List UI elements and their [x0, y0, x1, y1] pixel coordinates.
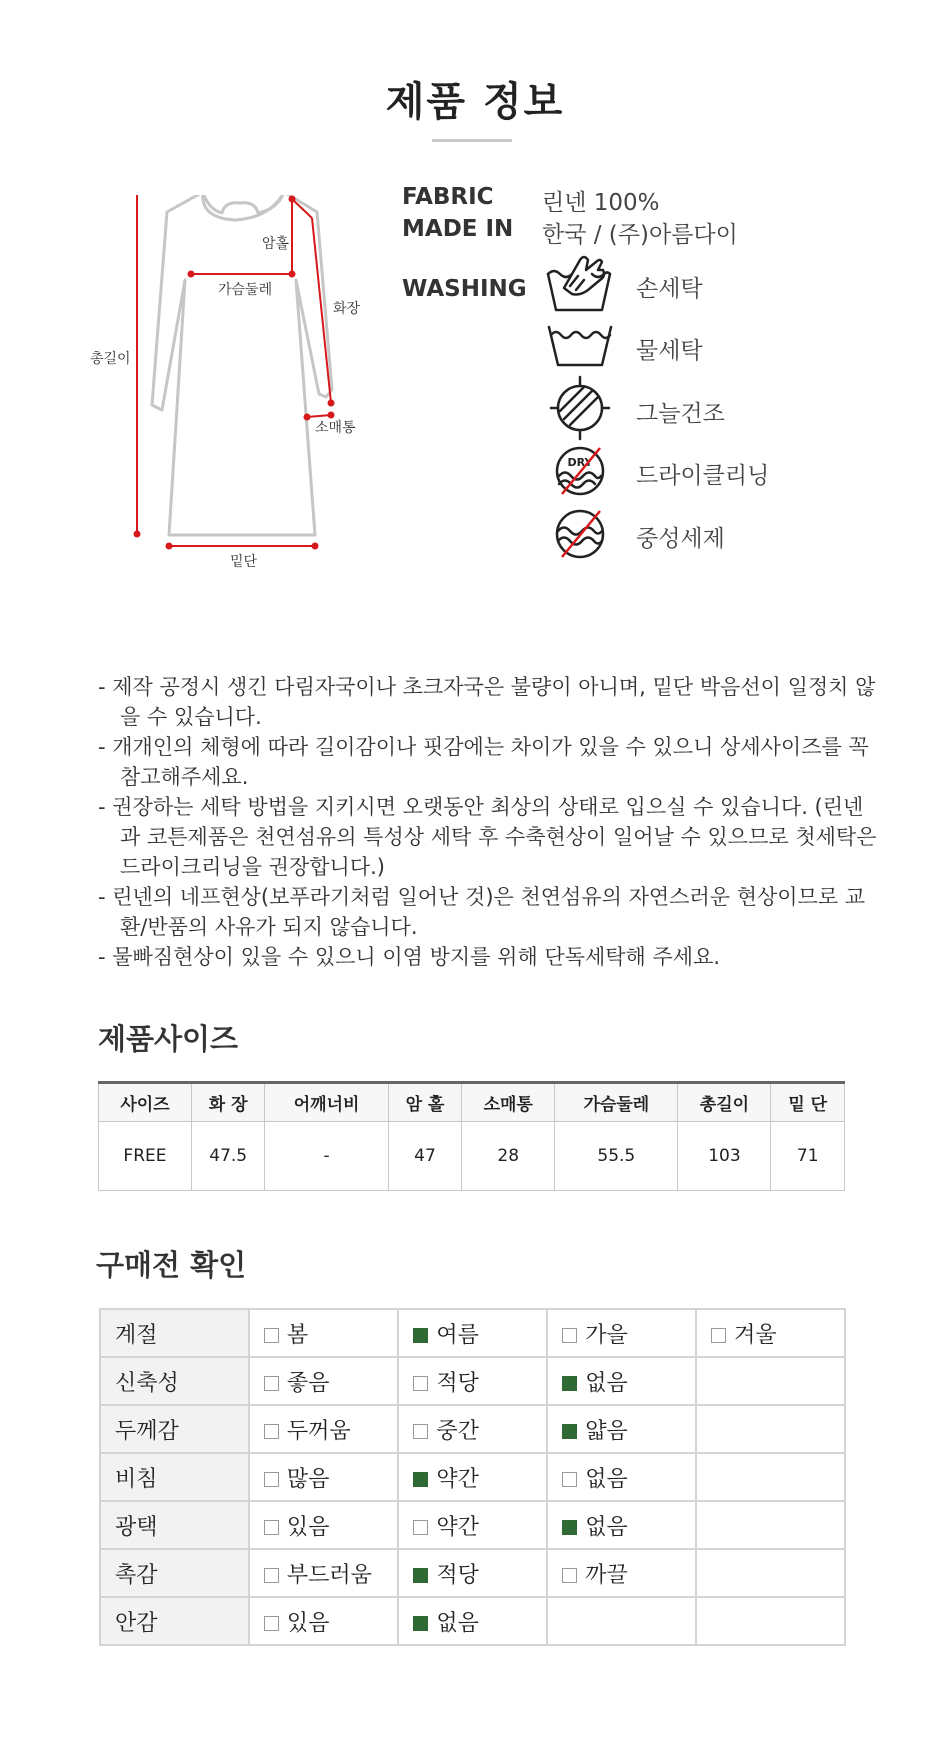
cuff-dot-right: [328, 412, 335, 419]
sleeve-label: 화장: [333, 301, 361, 317]
size-header-cell: 사이즈: [99, 1083, 192, 1122]
check-row: [100, 1309, 845, 1357]
page-title: 제품 정보: [385, 78, 565, 125]
made-in-label: MADE IN: [402, 216, 514, 242]
check-option: [398, 1453, 547, 1501]
checked-box-icon: [562, 1520, 577, 1535]
checked-box-icon: [413, 1328, 428, 1343]
check-row-label: 두께감: [100, 1405, 249, 1453]
check-option: [547, 1405, 696, 1453]
check-option-label: 적당: [436, 1562, 479, 1588]
check-option-label: 있음: [286, 1514, 330, 1540]
fabric-value: 린넨 100%: [542, 190, 660, 216]
water-wash-label: 물세탁: [636, 338, 703, 364]
size-cell: 103: [678, 1122, 771, 1191]
check-option-label: 얇음: [585, 1418, 628, 1444]
hem-dot-left: [166, 543, 173, 550]
check-row: [100, 1597, 845, 1645]
check-option-label: 가을: [585, 1322, 628, 1348]
empty-cell: [696, 1501, 845, 1549]
cuff-line: [307, 415, 331, 417]
cuff-label: 소매통: [315, 420, 356, 436]
size-header-cell: 어깨너비: [265, 1083, 388, 1122]
size-header-cell: 소매통: [462, 1083, 555, 1122]
unchecked-box-icon: [413, 1520, 428, 1535]
check-option-label: 두꺼움: [286, 1418, 351, 1444]
check-option: [249, 1501, 399, 1549]
check-row-label: 비침: [100, 1453, 249, 1501]
fabric-label: FABRIC: [402, 184, 494, 210]
checked-box-icon: [562, 1376, 577, 1391]
check-option: [547, 1309, 696, 1357]
check-option-label: 까끌: [585, 1562, 628, 1588]
check-option-label: 봄: [286, 1322, 309, 1348]
no-neutral-detergent-icon: [540, 501, 620, 567]
size-cell: 71: [771, 1122, 845, 1191]
size-table-header-row: [99, 1083, 845, 1122]
unchecked-box-icon: [562, 1568, 577, 1583]
chest-dot-left: [188, 271, 195, 278]
title-divider: [432, 139, 512, 142]
check-option-label: 없음: [436, 1610, 479, 1636]
check-option: [398, 1597, 547, 1645]
size-cell: FREE: [99, 1122, 192, 1191]
check-option: [547, 1549, 696, 1597]
hand-wash-icon: [540, 250, 620, 316]
total-length-label: 총길이: [90, 351, 131, 367]
unchecked-box-icon: [264, 1520, 279, 1535]
checked-box-icon: [562, 1424, 577, 1439]
empty-cell: [696, 1549, 845, 1597]
total-length-dot-bottom: [134, 531, 141, 538]
check-option: [398, 1405, 547, 1453]
check-option: [398, 1549, 547, 1597]
checked-box-icon: [413, 1616, 428, 1631]
check-option: [249, 1597, 399, 1645]
check-row-label: 광택: [100, 1501, 249, 1549]
size-header-cell: 가슴둘레: [555, 1083, 678, 1122]
check-option-label: 약간: [436, 1514, 479, 1540]
unchecked-box-icon: [264, 1328, 279, 1343]
notice-item: - 물빠짐현상이 있을 수 있으니 이염 방지를 위해 단독세탁해 주세요.: [98, 945, 721, 969]
size-table-row: [99, 1122, 845, 1191]
neutral-detergent-label: 중성세제: [636, 526, 725, 552]
unchecked-box-icon: [264, 1472, 279, 1487]
check-option: [398, 1357, 547, 1405]
unchecked-box-icon: [413, 1376, 428, 1391]
check-option: [696, 1309, 845, 1357]
check-option-label: 없음: [585, 1370, 628, 1396]
dry-clean-label: 드라이클리닝: [636, 463, 770, 489]
dry-text: DRY: [567, 456, 593, 469]
notice-item: - 제작 공정시 생긴 다림자국이나 초크자국은 불량이 아니며, 밑단 박음선이 일정치 않을 수 있습니다.: [98, 675, 876, 729]
check-option-label: 약간: [436, 1466, 479, 1492]
check-option: [249, 1357, 399, 1405]
check-option: [398, 1309, 547, 1357]
check-row: [100, 1501, 845, 1549]
size-cell: 47: [388, 1122, 462, 1191]
check-row: [100, 1453, 845, 1501]
size-cell: -: [265, 1122, 388, 1191]
size-header-cell: 총길이: [678, 1083, 771, 1122]
notice-item: - 린넨의 네프현상(보푸라기처럼 일어난 것)은 천연섬유의 자연스러운 현상이므로 교환/반품의 사유가 되지 않습니다.: [98, 885, 866, 939]
empty-cell: [696, 1405, 845, 1453]
check-row-label: 촉감: [100, 1549, 249, 1597]
washing-label: WASHING: [402, 276, 527, 302]
check-option: [249, 1405, 399, 1453]
unchecked-box-icon: [264, 1568, 279, 1583]
shade-dry-icon: [540, 375, 620, 441]
chest-label: 가슴둘레: [218, 282, 273, 298]
notice-list: [98, 672, 878, 972]
unchecked-box-icon: [711, 1328, 726, 1343]
check-section-title: 구매전 확인: [96, 1248, 247, 1282]
empty-cell: [696, 1597, 845, 1645]
check-option: [547, 1453, 696, 1501]
check-option-label: 여름: [436, 1322, 479, 1348]
check-row: [100, 1549, 845, 1597]
check-option: [398, 1501, 547, 1549]
unchecked-box-icon: [562, 1472, 577, 1487]
size-header-cell: 밑 단: [771, 1083, 845, 1122]
check-table: [99, 1308, 846, 1646]
check-option-label: 중간: [436, 1418, 479, 1444]
check-option: [249, 1309, 399, 1357]
check-row-label: 안감: [100, 1597, 249, 1645]
size-cell: 47.5: [191, 1122, 265, 1191]
check-option-label: 좋음: [286, 1370, 330, 1396]
armhole-label: 암홀: [262, 236, 290, 252]
empty-cell: [696, 1453, 845, 1501]
check-option-label: 없음: [585, 1514, 628, 1540]
check-option: [249, 1453, 399, 1501]
unchecked-box-icon: [413, 1424, 428, 1439]
unchecked-box-icon: [562, 1328, 577, 1343]
check-row: [100, 1405, 845, 1453]
garment-diagram: [90, 195, 430, 645]
check-option-label: 없음: [585, 1466, 628, 1492]
size-cell: 55.5: [555, 1122, 678, 1191]
empty-cell: [696, 1357, 845, 1405]
empty-cell: [547, 1597, 696, 1645]
no-dry-clean-icon: [540, 438, 620, 504]
made-in-value: 한국 / (주)아름다이: [542, 222, 738, 248]
check-option-label: 있음: [286, 1610, 330, 1636]
notice-item: - 개개인의 체형에 따라 길이감이나 핏감에는 차이가 있을 수 있으니 상세사이즈를 꼭 참고해주세요.: [98, 735, 869, 789]
check-option: [547, 1357, 696, 1405]
size-header-cell: 화 장: [191, 1083, 265, 1122]
sleeve-dot-bottom: [328, 400, 335, 407]
size-table: [98, 1081, 845, 1191]
checked-box-icon: [413, 1472, 428, 1487]
notice-item: - 권장하는 세탁 방법을 지키시면 오랫동안 최상의 상태로 입으실 수 있습니다. (린넨과 코튼제품은 천연섬유의 특성상 세탁 후 수축현상이 일어날 수 있으므로 첫세탁은 드라이크리닝을 권장합니다.): [98, 795, 877, 879]
check-option: [249, 1549, 399, 1597]
size-header-cell: 암 홀: [388, 1083, 462, 1122]
check-row-label: 신축성: [100, 1357, 249, 1405]
check-option-label: 겨울: [734, 1322, 777, 1348]
hem-label: 밑단: [230, 554, 258, 570]
check-option: [547, 1501, 696, 1549]
check-option-label: 부드러움: [286, 1562, 372, 1588]
unchecked-box-icon: [264, 1376, 279, 1391]
check-option-label: 적당: [436, 1370, 479, 1396]
water-wash-icon: [540, 313, 620, 379]
unchecked-box-icon: [264, 1616, 279, 1631]
cuff-dot-left: [304, 414, 311, 421]
size-section-title: 제품사이즈: [98, 1022, 239, 1056]
hem-dot-right: [312, 543, 319, 550]
check-option-label: 많음: [286, 1466, 330, 1492]
check-row-label: 계절: [100, 1309, 249, 1357]
size-cell: 28: [462, 1122, 555, 1191]
hand-wash-label: 손세탁: [636, 276, 703, 302]
dress-outline: [152, 195, 332, 535]
shade-dry-label: 그늘건조: [636, 401, 725, 427]
checked-box-icon: [413, 1568, 428, 1583]
check-row: [100, 1357, 845, 1405]
unchecked-box-icon: [264, 1424, 279, 1439]
